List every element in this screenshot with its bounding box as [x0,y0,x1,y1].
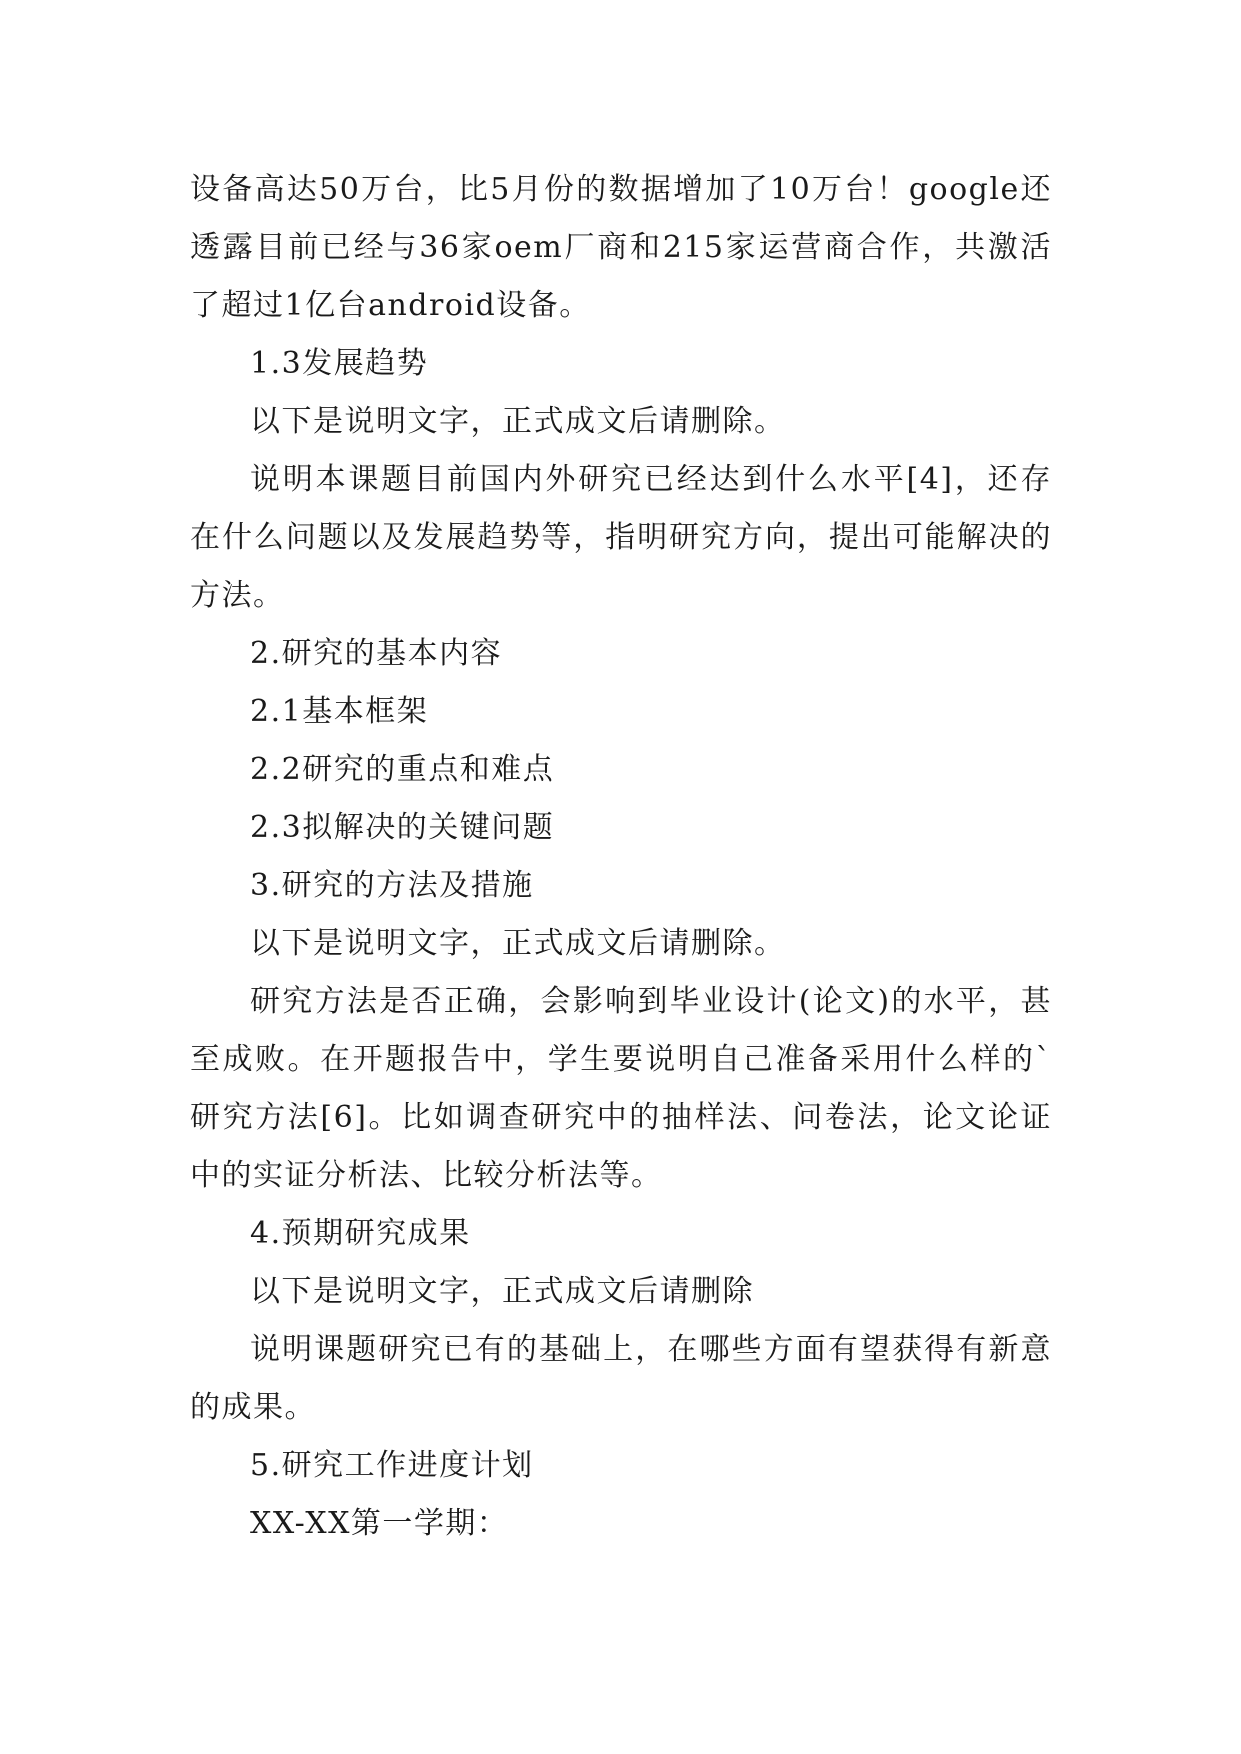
paragraph-research-level: 说明本课题目前国内外研究已经达到什么水平[4]，还存在什么问题以及发展趋势等，指明研究方向，提出可能解决的方法。 [190,462,1052,613]
instruction-note: 以下是说明文字，正式成文后请删除。 [250,404,786,439]
heading-3-methods: 3.研究的方法及措施 [250,868,534,903]
paragraph-research-methods: 研究方法是否正确，会影响到毕业设计(论文)的水平，甚至成败。在开题报告中，学生要说明自己准备采用什么样的`研究方法[6]。比如调查研究中的抽样法、问卷法，论文论证中的实证分析法、比较分析法等。 [190,984,1052,1193]
paragraph-intro-continuation: 设备高达50万台，比5月份的数据增加了10万台！google还透露目前已经与36家oem厂商和215家运营商合作，共激活了超过1亿台android设备。 [190,172,1052,323]
paragraph-expected-results: 说明课题研究已有的基础上，在哪些方面有望获得有新意的成果。 [190,1332,1052,1425]
instruction-note: 以下是说明文字，正式成文后请删除。 [250,926,786,961]
document-body [190,161,1052,1553]
instruction-note: 以下是说明文字，正式成文后请删除 [250,1274,754,1309]
heading-2-basic-content: 2.研究的基本内容 [250,636,503,671]
heading-2-1-framework: 2.1基本框架 [250,694,429,729]
heading-5-schedule: 5.研究工作进度计划 [250,1448,534,1483]
heading-4-expected-results: 4.预期研究成果 [250,1216,471,1251]
heading-2-3-key-problems: 2.3拟解决的关键问题 [250,810,555,845]
schedule-first-semester: XX-XX第一学期： [250,1506,509,1541]
heading-1-3-trends: 1.3发展趋势 [250,346,429,381]
heading-2-2-key-points: 2.2研究的重点和难点 [250,752,555,787]
